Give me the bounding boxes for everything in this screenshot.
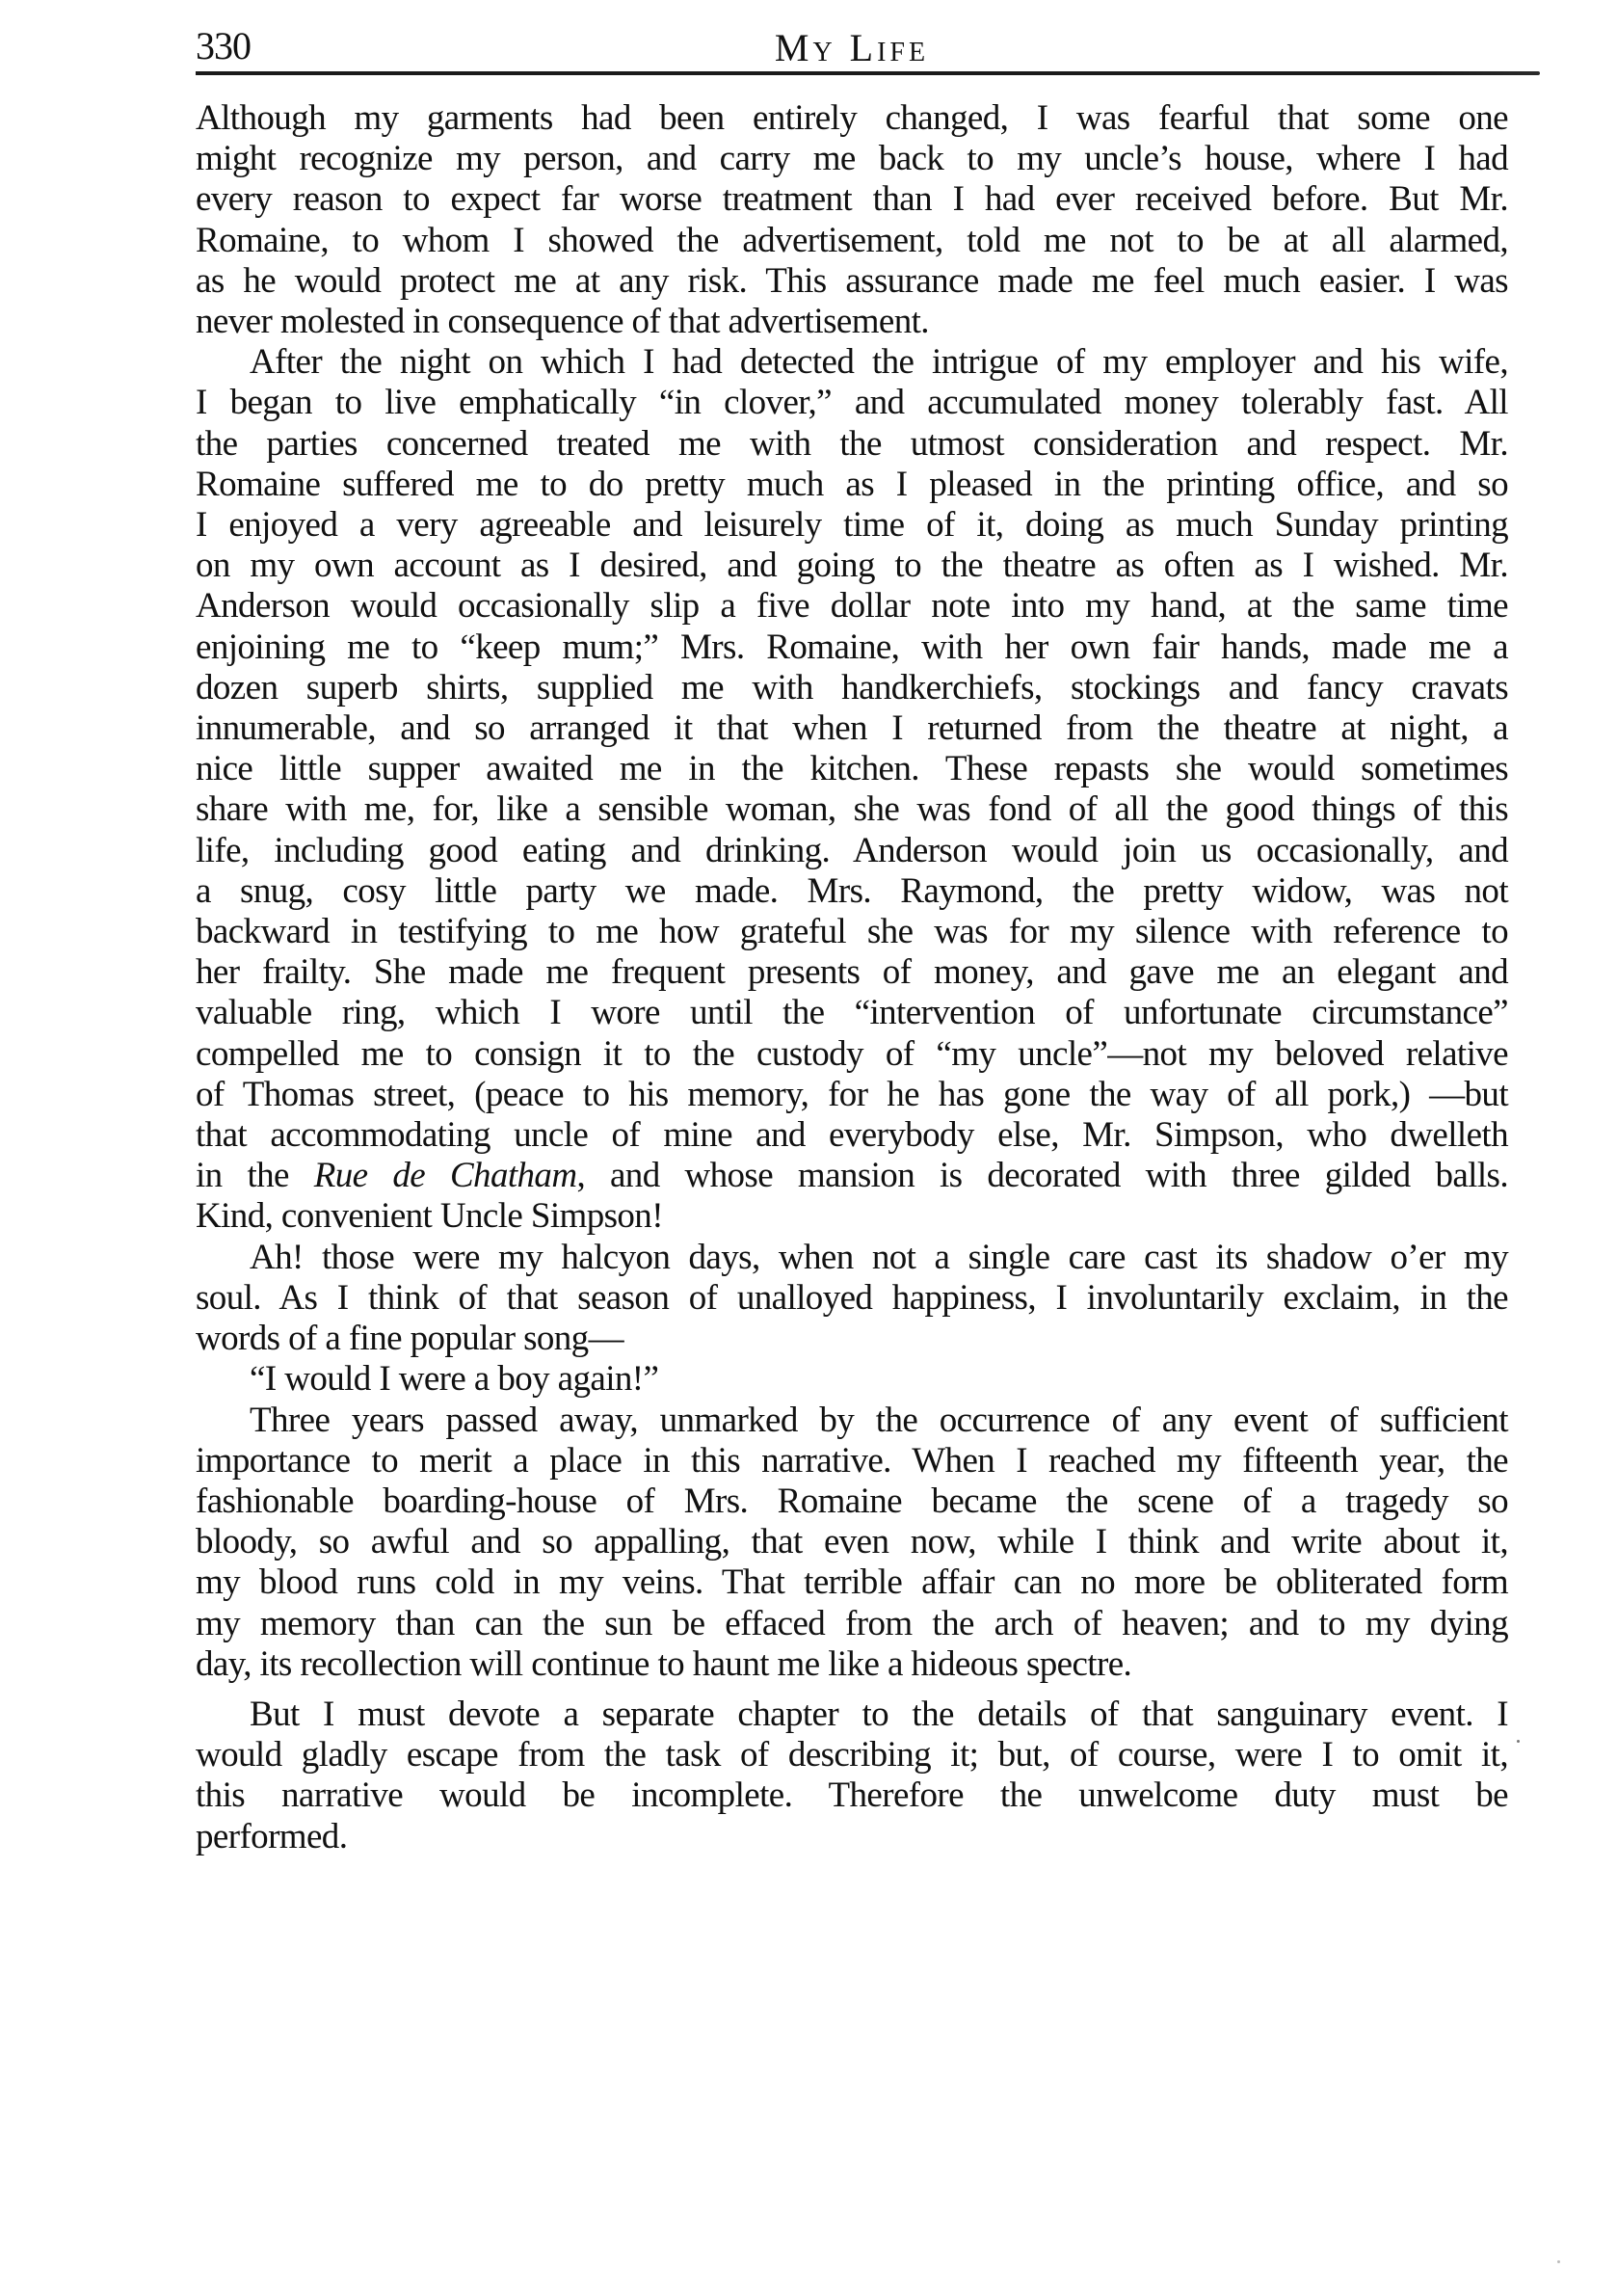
text-line: Romaine, to whom I showed the advertisement, told me not to be at all alarmed, xyxy=(196,220,1508,260)
text-line: valuable ring, which I wore until the “intervention of unfortunate circumstance” xyxy=(196,993,1508,1033)
text-line: life, including good eating and drinking. Anderson would join us occasionally, and xyxy=(196,830,1508,870)
text-line: my memory than can the sun be effaced from the arch of heaven; and to my dying xyxy=(196,1603,1508,1643)
text-line: importance to merit a place in this narrative. When I reached my fifteenth year, the xyxy=(196,1440,1508,1481)
paragraph-5 xyxy=(196,1401,1508,1685)
text-line: innumerable, and so arranged it that when I returned from the theatre at night, a xyxy=(196,708,1508,749)
song-quote: “I would I were a boy again!” xyxy=(250,1359,659,1400)
text-line: my blood runs cold in my veins. That terrible affair can no more be obliterated form xyxy=(196,1562,1508,1603)
text-line: After the night on which I had detected the intrigue of my employer and his wife, xyxy=(250,342,1508,383)
text-line: bloody, so awful and so appalling, that even now, while I think and write about it, xyxy=(196,1522,1508,1562)
text-line: Kind, convenient Uncle Simpson! xyxy=(196,1196,663,1237)
paragraph-6 xyxy=(196,1695,1508,1857)
text-line: this narrative would be incomplete. Therefore the unwelcome duty must be xyxy=(196,1775,1508,1816)
header-rule xyxy=(196,71,1540,75)
text-line: of Thomas street, (peace to his memory, for he has gone the way of all pork,) —but xyxy=(196,1074,1508,1114)
text-line: the parties concerned treated me with the utmost consideration and respect. Mr. xyxy=(196,423,1508,464)
text-line: soul. As I think of that season of unalloyed happiness, I involuntarily exclaim, in the xyxy=(196,1277,1508,1318)
text-line: fashionable boarding-house of Mrs. Romaine became the scene of a tragedy so xyxy=(196,1481,1508,1521)
running-head xyxy=(196,19,1508,69)
text-line: enjoining me to “keep mum;” Mrs. Romaine, with her own fair hands, made me a xyxy=(196,627,1508,667)
text-segment: , and whose mansion is decorated with three gilded balls. xyxy=(576,1156,1508,1196)
body-text xyxy=(196,98,1508,1857)
text-line: as he would protect me at any risk. This assurance made me feel much easier. I was xyxy=(196,260,1508,301)
text-line: But I must devote a separate chapter to the details of that sanguinary event. I xyxy=(250,1694,1508,1734)
text-line: never molested in consequence of that advertisement. xyxy=(196,302,929,342)
text-line: Anderson would occasionally slip a five dollar note into my hand, at the same time xyxy=(196,586,1508,627)
paragraph-4-song-quote xyxy=(196,1359,1508,1400)
text-line: words of a fine popular song— xyxy=(196,1319,623,1359)
text-line: performed. xyxy=(196,1816,348,1856)
text-line: Three years passed away, unmarked by the occurrence of any event of sufficient xyxy=(250,1400,1508,1440)
text-line: share with me, for, like a sensible woman, she was fond of all the good things of this xyxy=(196,789,1508,830)
text-line: I began to live emphatically “in clover,” and accumulated money tolerably fast. All xyxy=(196,383,1508,423)
scan-speck xyxy=(1557,2260,1560,2263)
page-number: 330 xyxy=(196,24,251,67)
text-segment: in the xyxy=(196,1156,314,1196)
text-line: Romaine suffered me to do pretty much as I pleased in the printing office, and so xyxy=(196,464,1508,504)
paragraph-3 xyxy=(196,1238,1508,1360)
running-title: My Life xyxy=(774,26,930,69)
text-line: on my own account as I desired, and going to the theatre as often as I wished. Mr. xyxy=(196,546,1508,586)
italic-place-name: Rue de Chatham xyxy=(313,1156,577,1196)
text-line: might recognize my person, and carry me back to my uncle’s house, where I had xyxy=(196,139,1508,179)
text-line: her frailty. She made me frequent presents of money, and gave me an elegant and xyxy=(196,952,1508,993)
text-line: would gladly escape from the task of describing it; but, of course, were I to omit it, xyxy=(196,1735,1508,1775)
text-line: nice little supper awaited me in the kitchen. These repasts she would sometimes xyxy=(196,749,1508,789)
book-page xyxy=(196,19,1508,1857)
paragraph-spacer xyxy=(196,1685,1508,1695)
text-line: that accommodating uncle of mine and everybody else, Mr. Simpson, who dwelleth xyxy=(196,1115,1508,1156)
text-line: day, its recollection will continue to haunt me like a hideous spectre. xyxy=(196,1643,1132,1684)
paragraph-2 xyxy=(196,342,1508,1237)
text-line: compelled me to consign it to the custody of “my uncle”—not my beloved relative xyxy=(196,1033,1508,1074)
text-line: Ah! those were my halcyon days, when not a single care cast its shadow o’er my xyxy=(250,1237,1508,1277)
text-line-with-italic xyxy=(196,1156,1508,1196)
text-line: every reason to expect far worse treatment than I had ever received before. But Mr. xyxy=(196,179,1508,220)
scan-speck xyxy=(1517,1740,1520,1743)
text-line: dozen superb shirts, supplied me with handkerchiefs, stockings and fancy cravats xyxy=(196,667,1508,707)
text-line: I enjoyed a very agreeable and leisurely time of it, doing as much Sunday printing xyxy=(196,505,1508,546)
text-line: a snug, cosy little party we made. Mrs. Raymond, the pretty widow, was not xyxy=(196,870,1508,911)
text-line: Although my garments had been entirely changed, I was fearful that some one xyxy=(196,98,1508,138)
text-line: backward in testifying to me how grateful she was for my silence with reference to xyxy=(196,912,1508,952)
paragraph-1 xyxy=(196,98,1508,342)
